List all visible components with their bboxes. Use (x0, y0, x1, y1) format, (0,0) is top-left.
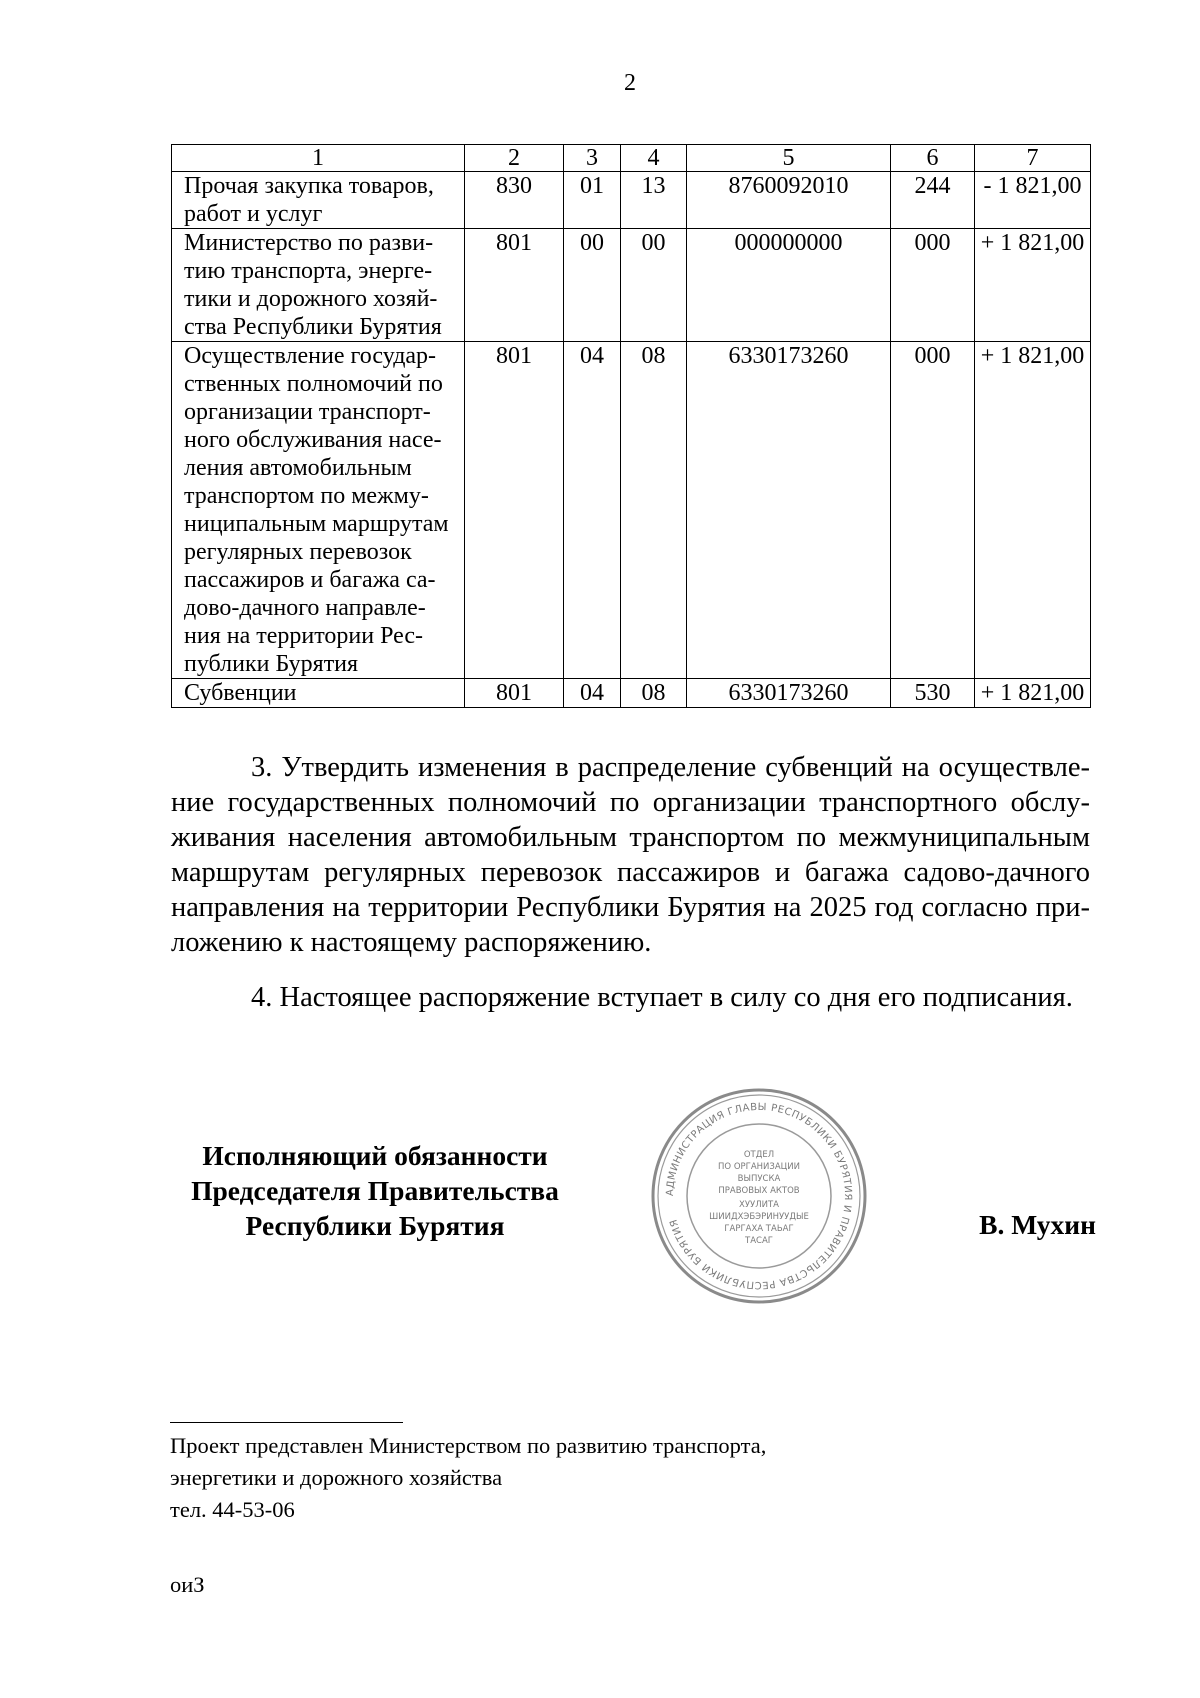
cell-target-article: 000000000 (687, 229, 891, 342)
cell-expense-type: 530 (891, 679, 975, 708)
svg-text:ОТДЕЛ: ОТДЕЛ (743, 1150, 775, 1160)
svg-text:ПРАВОВЫХ АКТОВ: ПРАВОВЫХ АКТОВ (718, 1186, 800, 1196)
cell-target-article: 6330173260 (687, 342, 891, 679)
row-description: Субвенции (172, 679, 465, 708)
table-row (172, 229, 1091, 342)
cell-ministry-code: 801 (465, 229, 564, 342)
signer-title: Исполняющий обязанности Председателя Правительства Республики Бурятия (191, 1140, 559, 1241)
cell-expense-type: 000 (891, 229, 975, 342)
row-description: Министерство по разви- тию транспорта, энерге- тики и дорожного хозяй- ства Республики Бурятия (172, 229, 465, 342)
cell-amount: + 1 821,00 (975, 679, 1091, 708)
paragraph-3: 3. Утвердить изменения в распределение субвенций на осуществле- ние государственных полномочий по организации транспортного обслу- живания населения автомобильным транспортом по межмуниципальным маршрутам регулярных перевозок пассажиров и багажа садово-дачного направления на территории Республики Бурятия на 2025 год согласно при- ложению к настоящему распоряжению. (171, 752, 1090, 958)
svg-text:ХУУЛИТА: ХУУЛИТА (739, 1200, 779, 1210)
row-description: Прочая закупка товаров, работ и услуг (172, 172, 465, 229)
svg-text:ТАСАГ: ТАСАГ (745, 1236, 773, 1246)
cell-target-article: 6330173260 (687, 679, 891, 708)
cell-section: 01 (564, 172, 621, 229)
cell-section: 04 (564, 342, 621, 679)
cell-amount: + 1 821,00 (975, 229, 1091, 342)
cell-expense-type: 244 (891, 172, 975, 229)
cell-ministry-code: 801 (465, 679, 564, 708)
header-cell: 6 (891, 145, 975, 172)
cell-target-article: 8760092010 (687, 172, 891, 229)
cell-subsection: 13 (621, 172, 687, 229)
table-row (172, 342, 1091, 679)
header-cell: 4 (621, 145, 687, 172)
footnote-divider (170, 1422, 403, 1423)
header-cell: 2 (465, 145, 564, 172)
svg-text:ШИИДХЭБЭРИНУУДЫЕ: ШИИДХЭБЭРИНУУДЫЕ (709, 1212, 809, 1222)
table-row (172, 679, 1091, 708)
paragraph-4: 4. Настоящее распоряжение вступает в силу со дня его подписания. (251, 982, 1073, 1013)
header-cell: 3 (564, 145, 621, 172)
document-code: оиЗ (170, 1572, 205, 1597)
page-number: 2 (624, 70, 636, 96)
svg-text:ВЫПУСКА: ВЫПУСКА (737, 1174, 781, 1184)
table-header-row (172, 145, 1091, 172)
header-cell: 7 (975, 145, 1091, 172)
row-description: Осуществление государ- ственных полномочий по организации транспорт- ного обслуживания насе- ления автомобильным транспортом по межму- ниципальным маршрутам регулярных перевозок пассажиров и багажа са- дово-дачного направле- ния на территории Рес- публики Бурятия (172, 342, 465, 679)
budget-table (171, 144, 1091, 708)
header-cell: 1 (172, 145, 465, 172)
cell-expense-type: 000 (891, 342, 975, 679)
cell-ministry-code: 830 (465, 172, 564, 229)
signer-name: В. Мухин (979, 1209, 1096, 1240)
cell-subsection: 00 (621, 229, 687, 342)
cell-amount: - 1 821,00 (975, 172, 1091, 229)
header-cell: 5 (687, 145, 891, 172)
svg-text:ГАРГАХА ТАЬАГ: ГАРГАХА ТАЬАГ (724, 1224, 794, 1234)
cell-subsection: 08 (621, 679, 687, 708)
cell-section: 00 (564, 229, 621, 342)
cell-ministry-code: 801 (465, 342, 564, 679)
footnote: Проект представлен Министерством по развитию транспорта, энергетики и дорожного хозяйства тел. 44-53-06 (170, 1433, 767, 1522)
cell-subsection: 08 (621, 342, 687, 679)
svg-text:ПО ОРГАНИЗАЦИИ: ПО ОРГАНИЗАЦИИ (718, 1162, 800, 1172)
official-seal (648, 1085, 870, 1307)
cell-section: 04 (564, 679, 621, 708)
table-row (172, 172, 1091, 229)
svg-text:АДМИНИСТРАЦИЯ ГЛАВЫ РЕСПУБЛИКИ: АДМИНИСТРАЦИЯ ГЛАВЫ РЕСПУБЛИКИ БУРЯТИЯ И ПРАВИТЕЛЬСТВА РЕСПУБЛИКИ БУРЯТИЯ (664, 1101, 854, 1291)
cell-amount: + 1 821,00 (975, 342, 1091, 679)
